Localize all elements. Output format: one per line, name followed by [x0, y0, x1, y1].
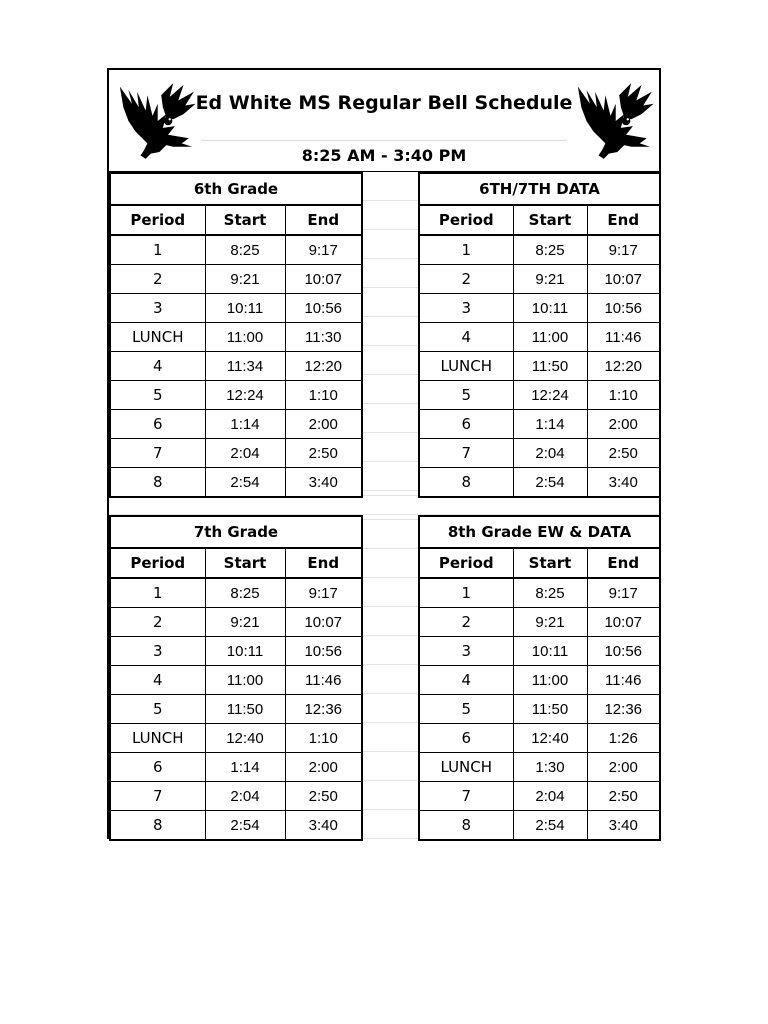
period-cell: 4	[420, 666, 513, 695]
start-time-cell: 2:54	[513, 468, 587, 497]
table-row	[111, 782, 361, 811]
end-time-cell: 11:46	[587, 666, 659, 695]
start-time-cell: 9:21	[205, 608, 285, 637]
end-header: End	[285, 549, 361, 578]
table-row	[111, 695, 361, 724]
start-time-cell: 10:11	[205, 637, 285, 666]
schedule-7th-grade	[109, 515, 363, 841]
end-time-cell: 9:17	[587, 235, 659, 265]
end-time-cell: 2:00	[285, 753, 361, 782]
period-cell: 2	[111, 608, 205, 637]
table-row	[111, 468, 361, 497]
period-cell: 5	[420, 695, 513, 724]
start-time-cell: 12:40	[513, 724, 587, 753]
start-time-cell: 12:40	[205, 724, 285, 753]
start-time-cell: 2:54	[205, 468, 285, 497]
title-divider	[201, 140, 567, 141]
end-time-cell: 10:56	[285, 637, 361, 666]
table-header-row	[420, 549, 659, 578]
table-row	[420, 381, 659, 410]
table-row	[111, 666, 361, 695]
table-header-row	[111, 206, 361, 235]
start-time-cell: 10:11	[205, 294, 285, 323]
end-time-cell: 3:40	[587, 811, 659, 840]
period-cell: 6	[111, 410, 205, 439]
period-cell: LUNCH	[420, 753, 513, 782]
table-row	[111, 724, 361, 753]
schedule-6th-grade	[109, 172, 363, 498]
start-time-cell: 1:14	[513, 410, 587, 439]
period-header: Period	[420, 206, 513, 235]
end-time-cell: 1:26	[587, 724, 659, 753]
end-time-cell: 10:56	[587, 637, 659, 666]
period-cell: 3	[420, 294, 513, 323]
table-row	[111, 294, 361, 323]
table-header-row	[420, 206, 659, 235]
period-cell: 4	[420, 323, 513, 352]
page-title: Ed White MS Regular Bell Schedule	[195, 92, 573, 114]
end-time-cell: 2:00	[285, 410, 361, 439]
table-row	[420, 410, 659, 439]
end-time-cell: 10:07	[587, 608, 659, 637]
start-time-cell: 11:00	[513, 323, 587, 352]
start-time-cell: 2:54	[205, 811, 285, 840]
schedule-table	[111, 549, 361, 839]
schedule-table	[111, 206, 361, 496]
start-time-cell: 10:11	[513, 637, 587, 666]
period-cell: 7	[420, 439, 513, 468]
start-time-cell: 11:50	[205, 695, 285, 724]
start-time-cell: 11:34	[205, 352, 285, 381]
table-row	[420, 695, 659, 724]
period-cell: 7	[111, 782, 205, 811]
table-row	[111, 811, 361, 840]
start-time-cell: 1:14	[205, 753, 285, 782]
table-row	[111, 578, 361, 608]
start-header: Start	[205, 206, 285, 235]
table-row	[111, 753, 361, 782]
end-time-cell: 9:17	[587, 578, 659, 608]
end-time-cell: 3:40	[285, 468, 361, 497]
table-row	[111, 265, 361, 294]
bell-schedule-sheet	[107, 68, 661, 839]
start-time-cell: 11:50	[513, 352, 587, 381]
end-time-cell: 11:30	[285, 323, 361, 352]
period-cell: 7	[420, 782, 513, 811]
table-row	[420, 294, 659, 323]
table-row	[420, 439, 659, 468]
start-header: Start	[513, 206, 587, 235]
end-time-cell: 9:17	[285, 578, 361, 608]
end-time-cell: 3:40	[285, 811, 361, 840]
eagle-icon	[571, 76, 657, 166]
period-cell: LUNCH	[111, 724, 205, 753]
start-time-cell: 11:00	[513, 666, 587, 695]
end-time-cell: 1:10	[587, 381, 659, 410]
period-cell: 3	[111, 294, 205, 323]
period-cell: 8	[152, 473, 163, 491]
end-time-cell: 10:07	[285, 265, 361, 294]
period-cell: 6	[420, 410, 513, 439]
period-header: Period	[111, 549, 205, 578]
schedule-6th-7th-data	[418, 172, 661, 498]
period-cell: 8	[152, 816, 163, 834]
period-cell: 5	[111, 381, 205, 410]
end-time-cell: 2:50	[285, 782, 361, 811]
end-time-cell: 3:40	[587, 468, 659, 497]
period-cell: 2	[420, 608, 513, 637]
start-time-cell: 8:25	[513, 578, 587, 608]
end-header: End	[587, 549, 659, 578]
table-row	[111, 410, 361, 439]
table-header-row	[111, 549, 361, 578]
spacer-row	[109, 495, 659, 515]
table-row	[111, 323, 361, 352]
period-cell: 4	[111, 666, 205, 695]
end-time-cell: 2:00	[587, 753, 659, 782]
table-row	[111, 637, 361, 666]
period-header: Period	[420, 549, 513, 578]
end-time-cell: 12:20	[285, 352, 361, 381]
end-time-cell: 12:36	[285, 695, 361, 724]
end-time-cell: 10:07	[285, 608, 361, 637]
schedule-title: 8th Grade EW & DATA	[420, 517, 659, 549]
period-cell: 2	[420, 265, 513, 294]
start-time-cell: 9:21	[513, 265, 587, 294]
table-row	[420, 352, 659, 381]
table-row	[420, 578, 659, 608]
table-row	[111, 439, 361, 468]
start-header: Start	[513, 549, 587, 578]
table-row	[420, 265, 659, 294]
start-time-cell: 12:24	[205, 381, 285, 410]
start-time-cell: 9:21	[513, 608, 587, 637]
schedule-title: 6th Grade	[111, 174, 361, 206]
school-hours: 8:25 AM - 3:40 PM	[301, 146, 467, 165]
table-row	[111, 381, 361, 410]
table-row	[420, 468, 659, 497]
table-row	[111, 352, 361, 381]
period-cell: 8	[461, 473, 472, 491]
period-cell: 5	[111, 695, 205, 724]
table-row	[420, 782, 659, 811]
schedule-table	[420, 549, 659, 839]
table-row	[420, 235, 659, 265]
period-cell: 1	[420, 235, 513, 265]
end-time-cell: 10:56	[587, 294, 659, 323]
period-cell: LUNCH	[111, 323, 205, 352]
end-time-cell: 10:56	[285, 294, 361, 323]
end-time-cell: 11:46	[285, 666, 361, 695]
period-cell: 3	[111, 637, 205, 666]
period-cell: 4	[111, 352, 205, 381]
start-header: Start	[205, 549, 285, 578]
period-cell: 6	[420, 724, 513, 753]
period-cell: 7	[111, 439, 205, 468]
start-time-cell: 8:25	[205, 578, 285, 608]
end-header: End	[587, 206, 659, 235]
table-row	[420, 608, 659, 637]
start-time-cell: 11:50	[513, 695, 587, 724]
end-time-cell: 2:50	[285, 439, 361, 468]
end-header: End	[285, 206, 361, 235]
period-cell: 5	[420, 381, 513, 410]
end-time-cell: 2:50	[587, 439, 659, 468]
period-cell: 8	[461, 816, 472, 834]
end-time-cell: 1:10	[285, 724, 361, 753]
table-row	[420, 724, 659, 753]
table-row	[420, 666, 659, 695]
end-time-cell: 12:36	[587, 695, 659, 724]
schedule-8th-grade-ew-data	[418, 515, 661, 841]
start-time-cell: 10:11	[513, 294, 587, 323]
period-cell: 3	[420, 637, 513, 666]
start-time-cell: 2:04	[513, 782, 587, 811]
start-time-cell: 11:00	[205, 323, 285, 352]
start-time-cell: 11:00	[205, 666, 285, 695]
start-time-cell: 9:21	[205, 265, 285, 294]
start-time-cell: 1:30	[513, 753, 587, 782]
table-row	[111, 235, 361, 265]
table-row	[111, 608, 361, 637]
table-row	[420, 753, 659, 782]
period-cell: 2	[111, 265, 205, 294]
start-time-cell: 1:14	[205, 410, 285, 439]
end-time-cell: 9:17	[285, 235, 361, 265]
period-cell: 1	[111, 235, 205, 265]
start-time-cell: 2:04	[513, 439, 587, 468]
schedule-header	[109, 70, 659, 173]
period-header: Period	[111, 206, 205, 235]
period-cell: 1	[111, 578, 205, 608]
period-cell: 1	[420, 578, 513, 608]
end-time-cell: 2:50	[587, 782, 659, 811]
table-row	[420, 811, 659, 840]
schedule-table	[420, 206, 659, 496]
end-time-cell: 12:20	[587, 352, 659, 381]
period-cell: 6	[111, 753, 205, 782]
end-time-cell: 11:46	[587, 323, 659, 352]
period-cell: LUNCH	[420, 352, 513, 381]
start-time-cell: 8:25	[513, 235, 587, 265]
start-time-cell: 2:04	[205, 439, 285, 468]
table-row	[420, 637, 659, 666]
end-time-cell: 2:00	[587, 410, 659, 439]
schedule-title: 7th Grade	[111, 517, 361, 549]
end-time-cell: 10:07	[587, 265, 659, 294]
start-time-cell: 2:54	[513, 811, 587, 840]
start-time-cell: 2:04	[205, 782, 285, 811]
table-row	[420, 323, 659, 352]
start-time-cell: 12:24	[513, 381, 587, 410]
end-time-cell: 1:10	[285, 381, 361, 410]
start-time-cell: 8:25	[205, 235, 285, 265]
schedule-title: 6TH/7TH DATA	[420, 174, 659, 206]
